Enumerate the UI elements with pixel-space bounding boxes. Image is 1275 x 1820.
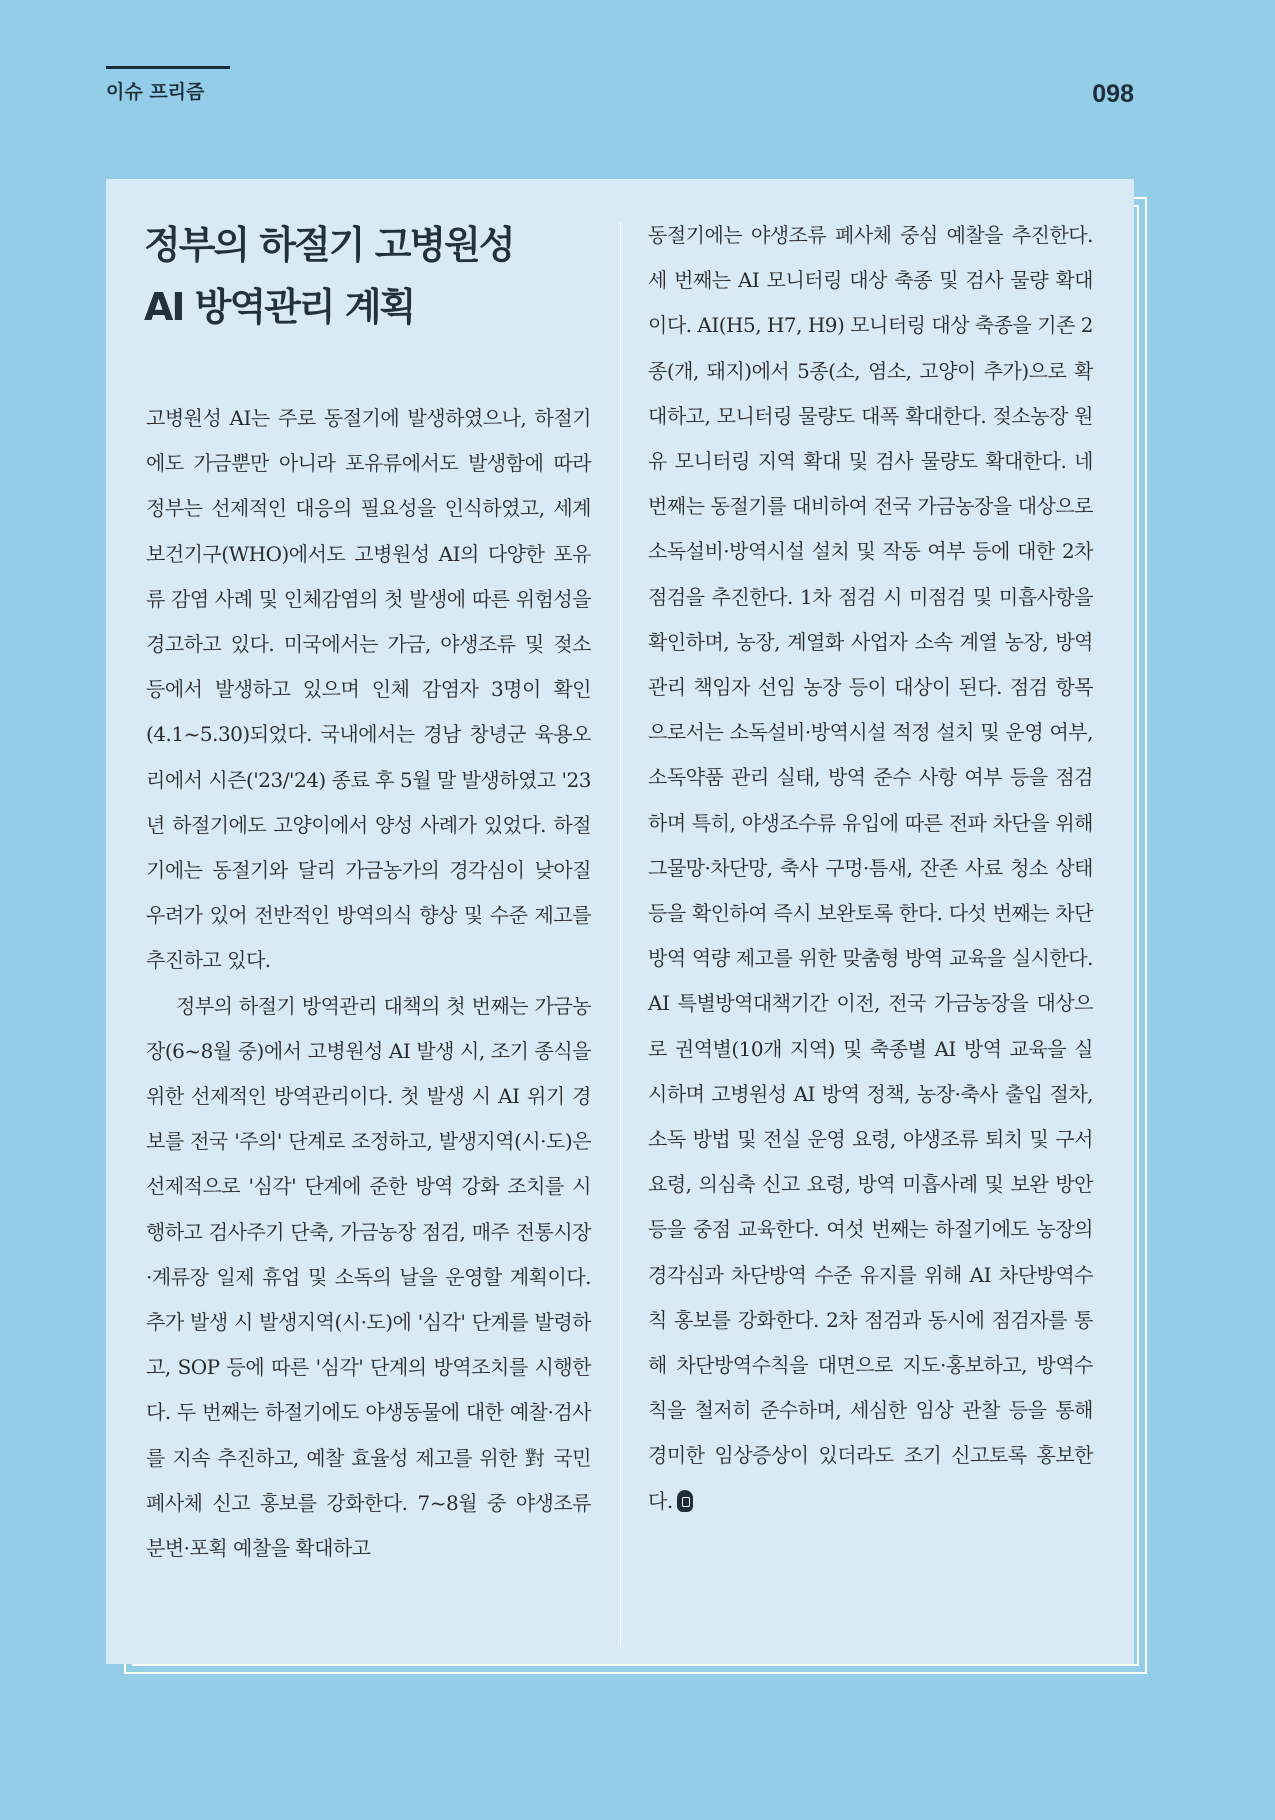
title-line-1: 정부의 하절기 고병원성 — [144, 223, 514, 267]
page-number: 098 — [1092, 80, 1134, 108]
article-title — [144, 214, 604, 338]
title-line-2: AI 방역관리 계획 — [144, 285, 415, 329]
body-paragraph: 고병원성 AI는 주로 동절기에 발생하였으나, 하절기에도 가금뿐만 아니라 포유류에서도 발생함에 따라 정부는 선제적인 대응의 필요성을 인식하였고, 세계보건기구(WHO)에서도 고병원성 AI의 다양한 포유류 감염 사례 및 인체감염의 첫 발생에 따른 위험성을 경고하고 있다. 미국에서는 가금, 야생조류 및 젖소 등에서 발생하고 있으며 인체 감염자 3명이 확인(4.1~5.30)되었다. 국내에서는 경남 창녕군 육용오리에서 시즌('23/'24) 종료 후 5월 말 발생하였고 '23년 하절기에도 고양이에서 양성 사례가 있었다. 하절기에는 동절기와 달리 가금농가의 경각심이 낮아질 우려가 있어 전반적인 방역의식 향상 및 수준 제고를 추진하고 있다. — [146, 406, 591, 973]
body-paragraph: 동절기에는 야생조류 폐사체 중심 예찰을 추진한다. 세 번째는 AI 모니터링 대상 축종 및 검사 물량 확대이다. AI(H5, H7, H9) 모니터링 대상 축종을 기존 2종(개, 돼지)에서 5종(소, 염소, 고양이 추가)으로 확대하고, 모니터링 물량도 대폭 확대한다. 젖소농장 원유 모니터링 지역 확대 및 검사 물량도 확대한다. 네 번째는 동절기를 대비하여 전국 가금농장을 대상으로 소독설비·방역시설 설치 및 작동 여부 등에 대한 2차 점검을 추진한다. 1차 점검 시 미점검 및 미흡사항을 확인하며, 농장, 계열화 사업자 소속 계열 농장, 방역관리 책임자 선임 농장 등이 대상이 된다. 점검 항목으로서는 소독설비·방역시설 적정 설치 및 운영 여부, 소독약품 관리 실태, 방역 준수 사항 여부 등을 점검하며 특히, 야생조수류 유입에 따른 전파 차단을 위해 그물망·차단망, 축사 구멍·틈새, 잔존 사료 청소 상태 등을 확인하여 즉시 보완토록 한다. 다섯 번째는 차단방역 역량 제고를 위한 맞춤형 방역 교육을 실시한다. AI 특별방역대책기간 이전, 전국 가금농장을 대상으로 권역별(10개 지역) 및 축종별 AI 방역 교육을 실시하며 고병원성 AI 방역 정책, 농장·축사 출입 절차, 소독 방법 및 전실 운영 요령, 야생조류 퇴치 및 구서 요령, 의심축 신고 요령, 방역 미흡사례 및 보완 방안 등을 중점 교육한다. 여섯 번째는 하절기에도 농장의 경각심과 차단방역 수준 유지를 위해 AI 차단방역수칙 홍보를 강화한다. 2차 점검과 동시에 점검자를 통해 차단방역수칙을 대면으로 지도·홍보하고, 방역수칙을 철저히 준수하며, 세심한 임상 관찰 등을 통해 경미한 임상증상이 있더라도 조기 신고토록 홍보한다. — [648, 223, 1093, 1513]
right-column — [648, 213, 1093, 1524]
column-divider — [620, 222, 621, 1647]
end-of-article-icon — [677, 1490, 693, 1512]
body-paragraph: 정부의 하절기 방역관리 대책의 첫 번째는 가금농장(6~8월 중)에서 고병원성 AI 발생 시, 조기 종식을 위한 선제적인 방역관리이다. 첫 발생 시 AI 위기 경보를 전국 '주의' 단계로 조정하고, 발생지역(시·도)은 선제적으로 '심각' 단계에 준한 방역 강화 조치를 시행하고 검사주기 단축, 가금농장 점검, 매주 전통시장·계류장 일제 휴업 및 소독의 날을 운영할 계획이다. 추가 발생 시 발생지역(시·도)에 '심각' 단계를 발령하고, SOP 등에 따른 '심각' 단계의 방역조치를 시행한다. 두 번째는 하절기에도 야생동물에 대한 예찰·검사를 지속 추진하고, 예찰 효율성 제고를 위한 對 국민 폐사체 신고 홍보를 강화한다. 7~8월 중 야생조류 분변·포획 예찰을 확대하고 — [146, 993, 591, 1561]
header-rule — [106, 66, 230, 69]
left-column — [146, 396, 591, 1571]
section-label: 이슈 프리즘 — [106, 81, 205, 103]
